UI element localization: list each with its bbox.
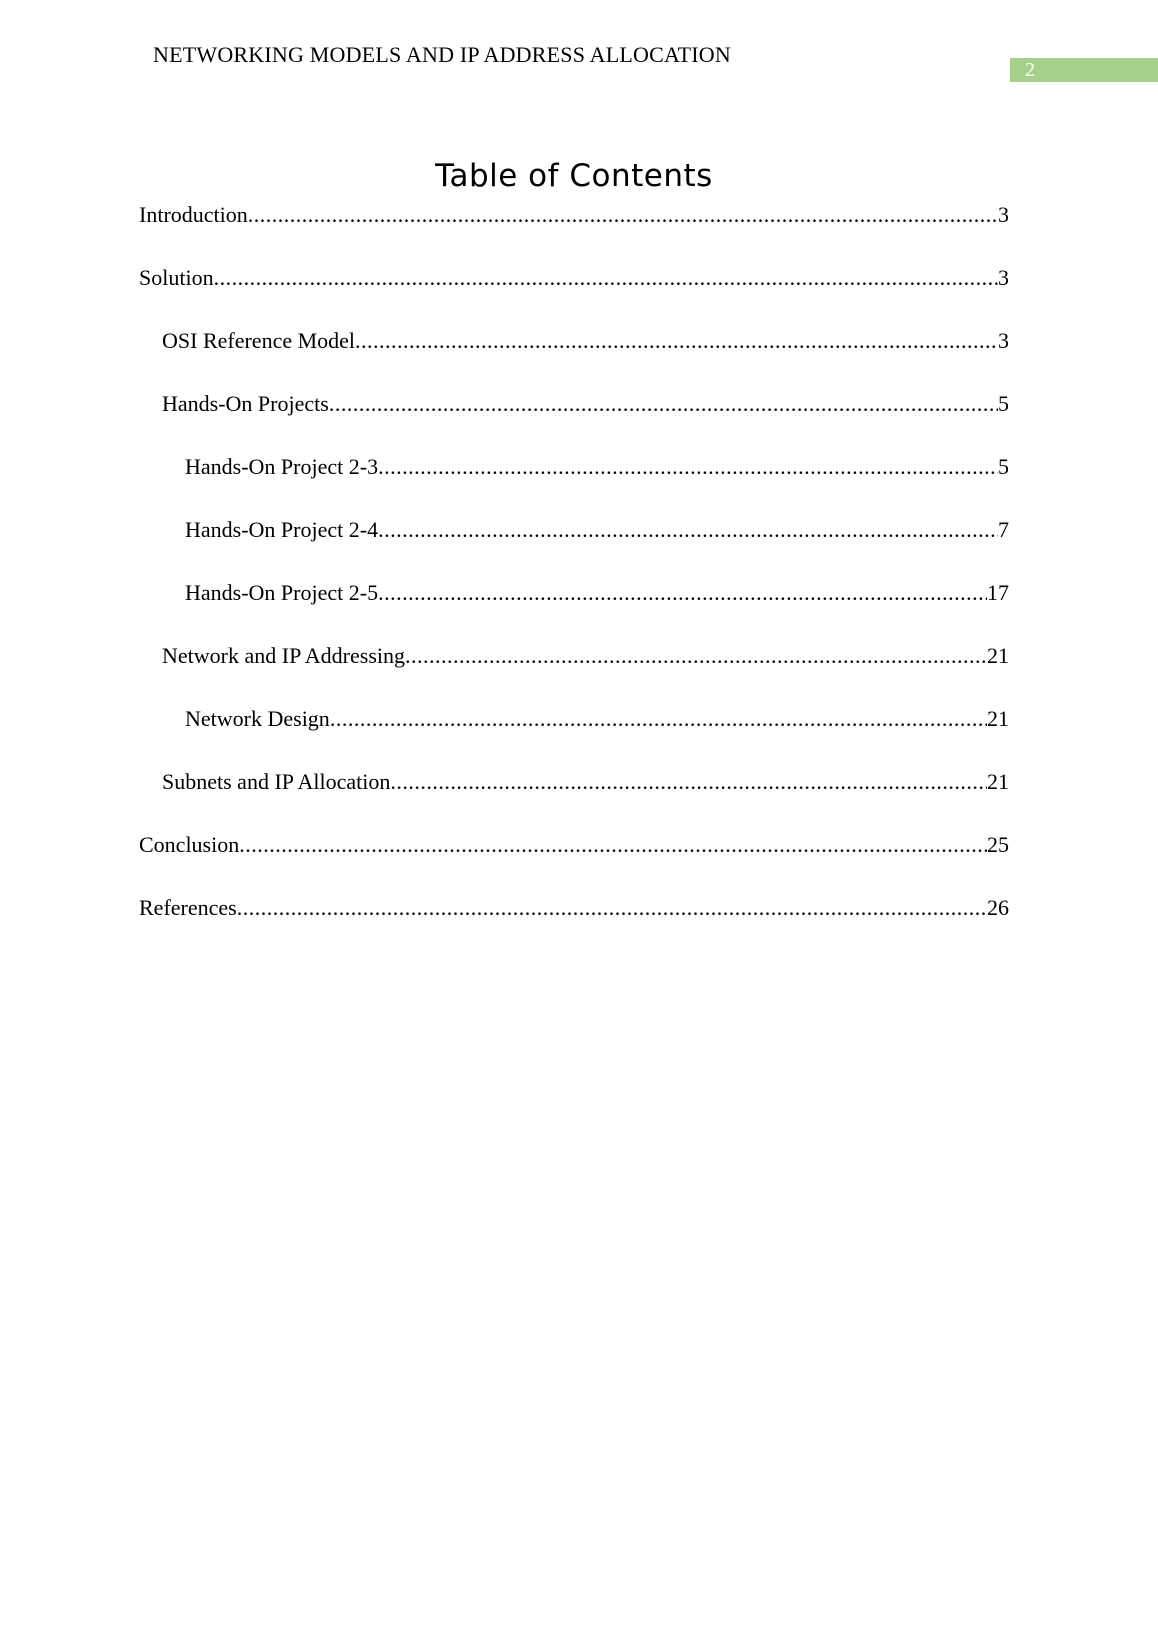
toc-entry-label: OSI Reference Model: [162, 328, 356, 353]
toc-dot-leader: [355, 324, 998, 358]
toc-entry-network-design[interactable]: [139, 702, 1009, 765]
toc-entry-page: 3: [998, 328, 1009, 353]
table-of-contents: [139, 198, 1009, 954]
toc-entry-label: Hands-On Projects: [162, 391, 329, 416]
toc-dot-leader: [378, 513, 998, 547]
toc-entry-hands-on-project-2-5[interactable]: [139, 576, 1009, 639]
toc-entry-conclusion[interactable]: [139, 828, 1009, 891]
toc-entry-page: 17: [987, 580, 1009, 605]
toc-entry-network-and-ip-addressing[interactable]: [139, 639, 1009, 702]
toc-entry-label: Subnets and IP Allocation: [162, 769, 391, 794]
toc-entry-page: 25: [987, 832, 1009, 857]
toc-entry-solution[interactable]: [139, 261, 1009, 324]
toc-entry-label: Hands-On Project 2-4: [185, 517, 379, 542]
toc-entry-hands-on-project-2-4[interactable]: [139, 513, 1009, 576]
toc-entry-label: Hands-On Project 2-5: [185, 580, 379, 605]
toc-entry-references[interactable]: [139, 891, 1009, 954]
toc-entry-page: 21: [987, 769, 1009, 794]
toc-dot-leader: [239, 828, 987, 862]
toc-entry-introduction[interactable]: [139, 198, 1009, 261]
toc-dot-leader: [248, 198, 998, 232]
toc-dot-leader: [214, 261, 998, 295]
toc-entry-label: Conclusion: [139, 832, 240, 857]
toc-dot-leader: [405, 639, 987, 673]
toc-entry-page: 3: [998, 265, 1009, 290]
toc-dot-leader: [237, 891, 987, 925]
toc-entry-label: Introduction: [139, 202, 248, 227]
toc-entry-page: 5: [998, 391, 1009, 416]
toc-entry-page: 21: [987, 706, 1009, 731]
toc-entry-page: 26: [987, 895, 1009, 920]
toc-entry-label: References: [139, 895, 237, 920]
toc-entry-subnets-and-ip-allocation[interactable]: [139, 765, 1009, 828]
toc-entry-hands-on-projects[interactable]: [139, 387, 1009, 450]
toc-title: Table of Contents: [435, 158, 713, 194]
toc-entry-label: Network Design: [185, 706, 330, 731]
toc-entry-page: 5: [998, 454, 1009, 479]
toc-dot-leader: [330, 702, 987, 736]
toc-dot-leader: [378, 450, 998, 484]
toc-entry-page: 21: [987, 643, 1009, 668]
toc-dot-leader: [390, 765, 987, 799]
toc-entry-label: Network and IP Addressing: [162, 643, 405, 668]
toc-entry-hands-on-project-2-3[interactable]: [139, 450, 1009, 513]
toc-entry-label: Solution: [139, 265, 214, 290]
toc-dot-leader: [378, 576, 987, 610]
page-number: 2: [1010, 58, 1158, 82]
toc-entry-osi-reference-model[interactable]: [139, 324, 1009, 387]
toc-entry-page: 3: [998, 202, 1009, 227]
toc-dot-leader: [329, 387, 998, 421]
toc-entry-label: Hands-On Project 2-3: [185, 454, 379, 479]
toc-entry-page: 7: [998, 517, 1009, 542]
running-header: NETWORKING MODELS AND IP ADDRESS ALLOCATION: [153, 42, 731, 67]
